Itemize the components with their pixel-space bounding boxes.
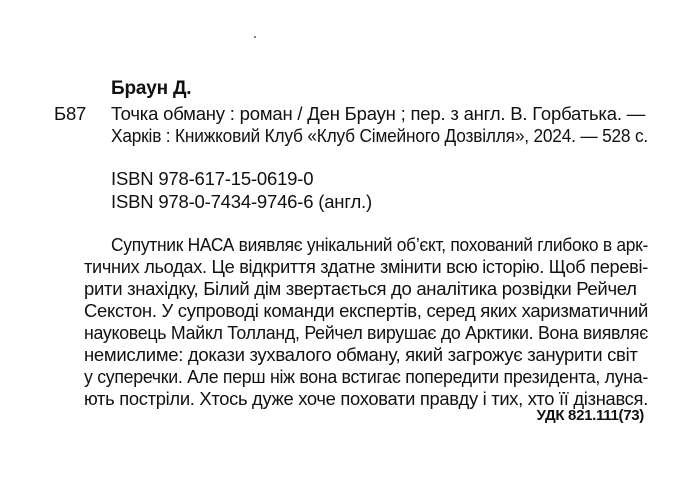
print-speck: [254, 36, 256, 38]
isbn-ukrainian: ISBN 978-617-15-0619-0: [111, 168, 314, 189]
annotation-line-8: ють постріли. Хтось дуже хоче поховати правду і тих, хто її дізнався.: [84, 388, 649, 409]
bibliographic-description-line-1: Точка обману : роман / Ден Браун ; пер. з англ. В. Горбатька. —: [111, 103, 645, 124]
annotation-line-2: тичних льодах. Це відкриття здатне змінити всю історію. Щоб переві-: [84, 256, 649, 277]
annotation-line-3: рити знахідку, Білий дім звертається до аналітика розвідки Рейчел: [84, 278, 637, 299]
annotation-line-7: у суперечки. Але перш ніж вона встигає попередити президента, лунa-: [84, 366, 649, 387]
annotation-line-4: Секстон. У супроводі команди експертів, серед яких харизматичний: [84, 300, 649, 321]
annotation-line-5: науковець Майкл Толланд, Рейчел вирушає до Арктики. Вона виявляє: [84, 322, 648, 343]
isbn-english: ISBN 978-0-7434-9746-6 (англ.): [111, 191, 372, 212]
author-heading: Браун Д.: [111, 78, 192, 99]
annotation-line-6: немислиме: докази зухвалого обману, який загрожує занурити світ: [84, 344, 638, 365]
index-code: Б87: [54, 103, 87, 124]
annotation-line-1: Супутник НАСА виявляє унікальний об’єкт, похований глибоко в арк-: [111, 234, 649, 255]
udc-code: УДК 821.111(73): [536, 407, 644, 424]
bibliographic-description-line-2: Харків : Книжковий Клуб «Клуб Сімейного Дозвілля», 2024. — 528 с.: [111, 125, 649, 146]
